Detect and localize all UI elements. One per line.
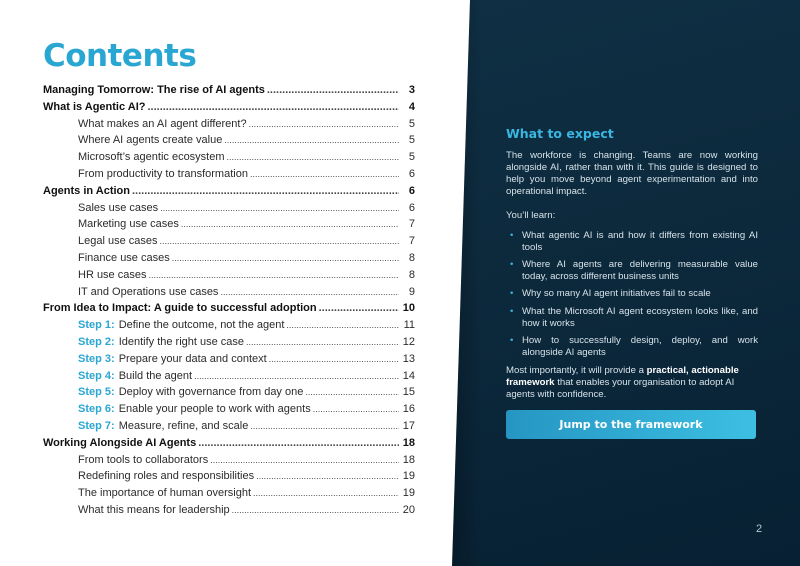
- dot-leader: [269, 354, 399, 364]
- toc-entry-title: HR use cases: [78, 268, 147, 281]
- toc-page-number: 14: [402, 369, 415, 382]
- toc-page-number: 8: [408, 268, 415, 281]
- learn-item-text: What the Microsoft AI agent ecosystem looks like, and how it works: [522, 305, 758, 329]
- dot-leader: [160, 236, 400, 246]
- toc-section-entry[interactable]: [43, 185, 415, 202]
- toc-section-entry[interactable]: [43, 84, 415, 101]
- toc-entry-title: Finance use cases: [78, 251, 170, 264]
- learn-list-item: [510, 306, 758, 329]
- expect-intro: The workforce is changing. Teams are now working alongside AI, rather than with it. This guide is designed to help you move beyond agent experimentation and into operational impact.: [506, 150, 758, 197]
- dot-leader: [148, 270, 399, 280]
- toc-page-number: 5: [408, 134, 415, 147]
- expect-outro: [506, 365, 758, 401]
- toc-page-number: 7: [408, 218, 415, 231]
- step-label: Step 1:: [78, 319, 115, 332]
- dot-leader: [305, 387, 399, 397]
- dot-leader: [172, 253, 399, 263]
- learn-item-text: Where AI agents are delivering measurable value today, across different business units: [522, 259, 758, 282]
- toc-subsection-entry[interactable]: [43, 487, 415, 504]
- step-label: Step 4:: [78, 369, 115, 382]
- toc-entry-title: From tools to collaborators: [78, 453, 209, 466]
- dot-leader: [256, 471, 399, 481]
- page-number: 2: [756, 523, 763, 535]
- toc-entry-title: Prepare your data and context: [118, 352, 267, 365]
- dot-leader: [220, 287, 399, 297]
- toc-subsection-entry[interactable]: [43, 235, 415, 252]
- dot-leader: [160, 203, 399, 213]
- toc-subsection-entry[interactable]: [43, 269, 415, 286]
- table-of-contents: [43, 84, 415, 521]
- toc-subsection-entry[interactable]: [43, 252, 415, 269]
- toc-section-entry[interactable]: [43, 437, 415, 454]
- toc-entry-title: Identify the right use case: [118, 335, 245, 348]
- toc-subsection-entry[interactable]: [43, 420, 415, 437]
- toc-entry-title: Deploy with governance from day one: [118, 386, 304, 399]
- bullet-icon: •: [510, 230, 514, 241]
- toc-page-number: 7: [408, 235, 415, 248]
- learn-item-text: How to successfully design, deploy, and work alongside AI agents: [522, 335, 758, 358]
- toc-page-number: 8: [408, 251, 415, 264]
- toc-entry-title: IT and Operations use cases: [78, 285, 219, 298]
- toc-subsection-entry[interactable]: [43, 168, 415, 185]
- toc-subsection-entry[interactable]: [43, 353, 415, 370]
- toc-entry-title: What makes an AI agent different?: [78, 117, 247, 130]
- toc-subsection-entry[interactable]: [43, 218, 415, 235]
- dot-leader: [198, 437, 399, 449]
- dot-leader: [286, 320, 399, 330]
- dot-leader: [319, 302, 399, 314]
- learn-list-item: [510, 259, 758, 282]
- toc-entry-title: What this means for leadership: [78, 503, 230, 516]
- toc-page-number: 18: [402, 436, 415, 449]
- page-title: Contents: [43, 38, 197, 74]
- toc-page-number: 6: [408, 184, 415, 197]
- toc-subsection-entry[interactable]: [43, 386, 415, 403]
- toc-entry-title: From Idea to Impact: A guide to successful adoption: [43, 302, 317, 315]
- dot-leader: [253, 488, 399, 498]
- dot-leader: [224, 135, 399, 145]
- toc-subsection-entry[interactable]: [43, 403, 415, 420]
- dot-leader: [246, 337, 399, 347]
- dot-leader: [147, 101, 399, 113]
- toc-subsection-entry[interactable]: [43, 151, 415, 168]
- toc-page-number: 3: [408, 84, 415, 96]
- toc-subsection-entry[interactable]: [43, 286, 415, 303]
- outro-text-bold: practical, actionable framework: [506, 365, 739, 389]
- toc-page-number: 16: [402, 403, 415, 416]
- toc-subsection-entry[interactable]: [43, 454, 415, 471]
- bullet-icon: •: [510, 335, 514, 347]
- toc-page-number: 6: [408, 167, 415, 180]
- learn-list-item: [510, 230, 758, 253]
- toc-subsection-entry[interactable]: [43, 504, 415, 521]
- toc-entry-title: Legal use cases: [78, 235, 158, 248]
- toc-page-number: 5: [408, 117, 415, 130]
- toc-page-number: 12: [402, 335, 415, 348]
- dot-leader: [249, 119, 399, 129]
- outro-text-end: that enables your organisation to adopt AI agents with confidence.: [506, 377, 735, 401]
- toc-entry-title: Managing Tomorrow: The rise of AI agents: [43, 84, 265, 96]
- toc-subsection-entry[interactable]: [43, 134, 415, 151]
- learn-label: You’ll learn:: [506, 210, 556, 221]
- toc-subsection-entry[interactable]: [43, 336, 415, 353]
- learn-list-item: [510, 288, 758, 300]
- bullet-icon: •: [510, 305, 514, 317]
- toc-page-number: 10: [402, 302, 415, 315]
- learn-list: [510, 230, 758, 358]
- toc-page-number: 17: [402, 419, 415, 432]
- toc-page-number: 19: [402, 470, 415, 483]
- toc-entry-title: Agents in Action: [43, 184, 130, 197]
- toc-entry-title: Redefining roles and responsibilities: [78, 470, 255, 483]
- toc-entry-title: Microsoft’s agentic ecosystem: [78, 151, 225, 164]
- step-label: Step 7:: [78, 419, 115, 432]
- step-label: Step 2:: [78, 335, 115, 348]
- toc-page-number: 5: [408, 151, 415, 164]
- toc-entry-title: Enable your people to work with agents: [118, 403, 311, 416]
- toc-entry-title: Define the outcome, not the agent: [118, 319, 285, 332]
- dot-leader: [267, 84, 399, 96]
- dot-leader: [250, 421, 399, 431]
- bullet-icon: •: [510, 259, 514, 271]
- toc-page-number: 15: [402, 386, 415, 399]
- dot-leader: [227, 152, 399, 162]
- toc-page-number: 11: [403, 319, 415, 332]
- toc-page-number: 20: [402, 503, 415, 516]
- dot-leader: [210, 455, 399, 465]
- toc-subsection-entry[interactable]: [43, 319, 415, 336]
- learn-item-text: Why so many AI agent initiatives fail to scale: [522, 288, 711, 300]
- toc-entry-title: Working Alongside AI Agents: [43, 436, 197, 449]
- toc-section-entry[interactable]: [43, 101, 415, 118]
- toc-entry-title: Sales use cases: [78, 201, 159, 214]
- step-label: Step 5:: [78, 386, 115, 399]
- toc-subsection-entry[interactable]: [43, 202, 415, 219]
- dot-leader: [313, 404, 399, 414]
- toc-subsection-entry[interactable]: [43, 370, 415, 387]
- dot-leader: [232, 505, 399, 515]
- toc-subsection-entry[interactable]: [43, 470, 415, 487]
- toc-page-number: 19: [402, 487, 415, 500]
- toc-page-number: 13: [402, 352, 415, 365]
- toc-subsection-entry[interactable]: [43, 118, 415, 135]
- learn-item-text: What agentic AI is and how it differs from existing AI tools: [522, 230, 758, 253]
- toc-page-number: 9: [408, 285, 415, 298]
- dot-leader: [194, 371, 399, 381]
- dot-leader: [250, 169, 399, 179]
- toc-entry-title: Measure, refine, and scale: [118, 419, 249, 432]
- toc-entry-title: The importance of human oversight: [78, 487, 252, 500]
- toc-entry-title: From productivity to transformation: [78, 167, 248, 180]
- toc-entry-title: Build the agent: [118, 369, 193, 382]
- dot-leader: [132, 185, 399, 197]
- outro-text-start: Most importantly, it will provide a: [506, 365, 647, 377]
- toc-page-number: 4: [408, 100, 415, 113]
- toc-page-number: 18: [402, 453, 415, 466]
- dot-leader: [181, 219, 399, 229]
- toc-page-number: 6: [408, 201, 415, 214]
- step-label: Step 6:: [78, 403, 115, 416]
- step-label: Step 3:: [78, 352, 115, 365]
- toc-entry-title: Where AI agents create value: [78, 134, 223, 147]
- bullet-icon: •: [510, 288, 514, 300]
- jump-to-framework-button[interactable]: Jump to the framework: [506, 410, 756, 439]
- toc-entry-title: What is Agentic AI?: [43, 100, 146, 113]
- what-to-expect-box: [506, 126, 758, 401]
- learn-list-item: [510, 335, 758, 358]
- expect-heading: What to expect: [506, 126, 614, 141]
- toc-entry-title: Marketing use cases: [78, 218, 179, 231]
- toc-section-entry[interactable]: [43, 302, 415, 319]
